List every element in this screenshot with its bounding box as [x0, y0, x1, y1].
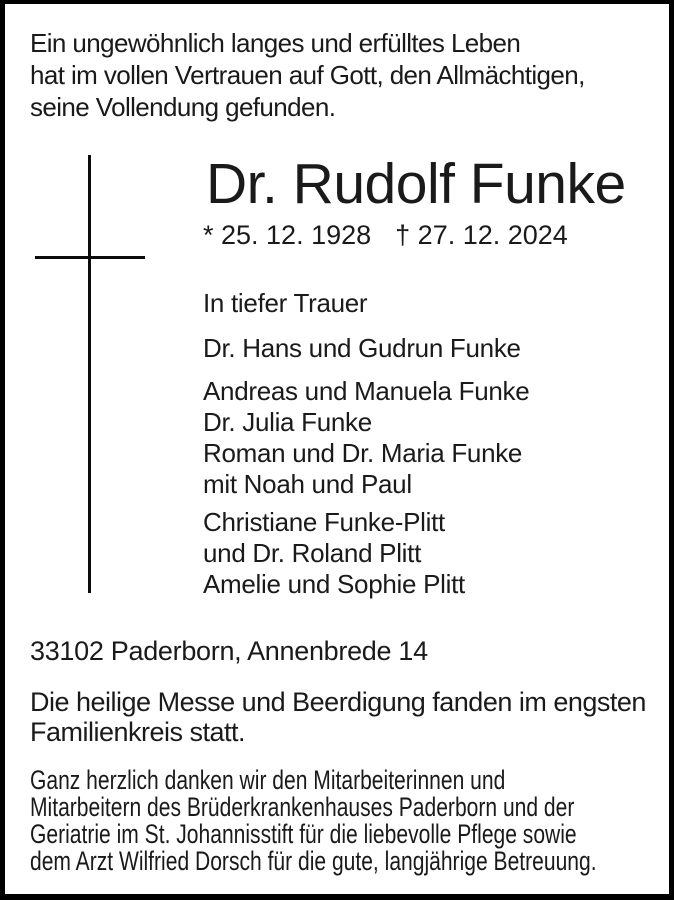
birth-date: * 25. 12. 1928 — [203, 220, 372, 250]
mourners-group — [203, 376, 529, 500]
mourner-line: Christiane Funke-Plitt — [203, 507, 445, 537]
mourner-line: Andreas und Manuela Funke — [203, 376, 530, 406]
intro-line: hat im vollen Vertrauen auf Gott, den Allmächtigen, — [30, 60, 585, 90]
mourner-line: Roman und Dr. Maria Funke — [203, 438, 523, 468]
address-line — [30, 636, 428, 666]
mourners-group — [203, 507, 465, 600]
intro-line: Ein ungewöhnlich langes und erfülltes Leben — [30, 28, 521, 58]
thanks-line: dem Arzt Wilfried Dorsch für die gute, langjährige Betreuung. — [30, 846, 597, 876]
life-dates — [203, 222, 568, 249]
funeral-line: Familienkreis statt. — [30, 717, 246, 747]
thanks-line: Ganz herzlich danken wir den Mitarbeiterinnen und — [30, 765, 506, 795]
mourning-intro-text: In tiefer Trauer — [203, 288, 368, 318]
cross-icon — [88, 155, 91, 593]
funeral-paragraph — [30, 687, 646, 747]
thanks-line: Mitarbeitern des Brüderkrankenhauses Paderborn und der — [30, 792, 575, 822]
deceased-name: Dr. Rudolf Funke — [206, 152, 626, 216]
mourner-line: und Dr. Roland Plitt — [203, 538, 422, 568]
address-text: 33102 Paderborn, Annenbrede 14 — [30, 636, 428, 666]
death-date: † 27. 12. 2024 — [395, 220, 568, 250]
mourner-line: Dr. Julia Funke — [203, 407, 372, 437]
mourners-group — [203, 332, 521, 364]
cross-icon — [35, 256, 145, 259]
thanks-paragraph — [30, 767, 597, 875]
mourner-line: Amelie und Sophie Plitt — [203, 569, 465, 599]
funeral-line: Die heilige Messe und Beerdigung fanden im engsten — [30, 687, 646, 717]
intro-line: seine Vollendung gefunden. — [30, 92, 336, 122]
mourning-intro — [203, 287, 367, 319]
mourner-line: mit Noah und Paul — [203, 469, 412, 499]
intro-paragraph — [30, 27, 585, 123]
mourner-line: Dr. Hans und Gudrun Funke — [203, 333, 521, 363]
thanks-line: Geriatrie im St. Johannisstift für die liebevolle Pflege sowie — [30, 819, 577, 849]
